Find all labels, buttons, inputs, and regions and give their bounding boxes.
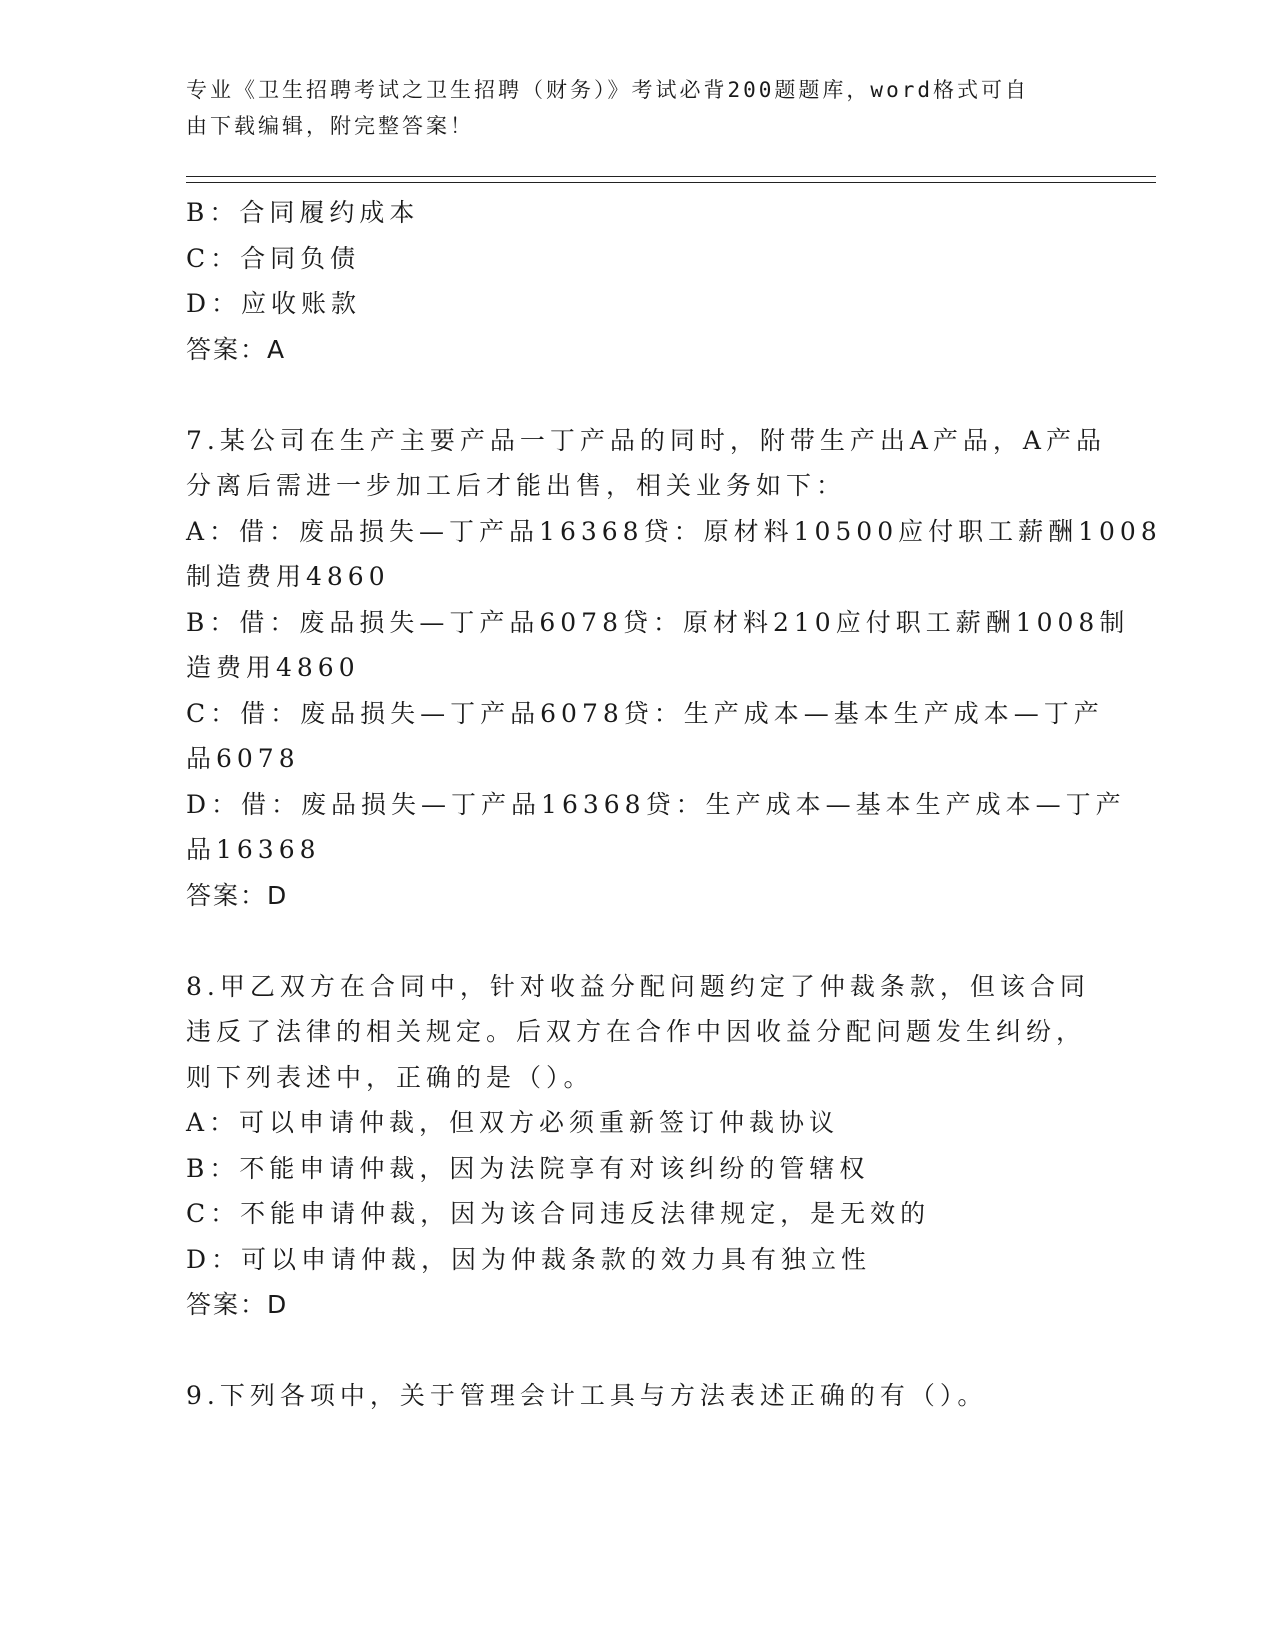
question-stem: 违反了法律的相关规定。后双方在合作中因收益分配问题发生纠纷， <box>186 1017 1087 1046</box>
option-d-cont: 品16368 <box>186 835 321 864</box>
question-stem: 9.下列各项中，关于管理会计工具与方法表述正确的有（）。 <box>186 1381 988 1410</box>
question-6-tail <box>186 190 1086 372</box>
question-7 <box>186 418 1162 919</box>
header-line-1: 专业《卫生招聘考试之卫生招聘（财务）》考试必背200题题库，word格式可自 <box>186 78 1029 102</box>
answer: 答案：D <box>186 880 289 910</box>
question-stem: 则下列表述中，正确的是（）。 <box>186 1062 594 1092</box>
option-d: D：可以申请仲裁，因为仲裁条款的效力具有独立性 <box>186 1244 872 1274</box>
spacer <box>186 1328 1086 1374</box>
option-d: D：应收账款 <box>186 289 362 318</box>
answer: 答案：A <box>186 334 287 364</box>
option-c: C：不能申请仲裁，因为该合同违反法律规定，是无效的 <box>186 1199 931 1228</box>
question-8 <box>186 964 1090 1328</box>
option-b-cont: 造费用4860 <box>186 653 360 682</box>
answer: 答案：D <box>186 1290 289 1319</box>
option-c-cont: 品6078 <box>186 744 300 773</box>
option-b: B：合同履约成本 <box>186 198 420 227</box>
question-content <box>186 190 1162 1419</box>
option-a: A：借：废品损失—丁产品16368贷：原材料10500应付职工薪酬1008 <box>186 516 1162 546</box>
option-b: B：不能申请仲裁，因为法院享有对该纠纷的管辖权 <box>186 1153 870 1183</box>
question-stem: 8.甲乙双方在合同中，针对收益分配问题约定了仲裁条款，但该合同 <box>186 971 1090 1001</box>
document-header <box>186 72 1066 144</box>
header-divider-top <box>186 176 1156 177</box>
header-divider-bottom <box>186 182 1156 183</box>
spacer <box>186 918 1086 964</box>
option-c: C：合同负债 <box>186 243 361 273</box>
question-stem: 7.某公司在生产主要产品一丁产品的同时，附带生产出A产品，A产品 <box>186 425 1106 455</box>
question-9 <box>186 1373 1086 1419</box>
option-b: B：借：废品损失—丁产品6078贷：原材料210应付职工薪酬1008制 <box>186 607 1130 637</box>
spacer <box>186 372 1086 418</box>
question-stem: 分离后需进一步加工后才能出售，相关业务如下： <box>186 471 847 500</box>
option-c: C：借：废品损失—丁产品6078贷：生产成本—基本生产成本—丁产 <box>186 698 1104 728</box>
option-a: A：可以申请仲裁，但双方必须重新签订仲裁协议 <box>186 1108 840 1137</box>
option-d: D：借：废品损失—丁产品16368贷：生产成本—基本生产成本—丁产 <box>186 789 1126 819</box>
option-a-cont: 制造费用4860 <box>186 562 390 591</box>
header-line-2: 由下载编辑，附完整答案！ <box>186 114 474 138</box>
